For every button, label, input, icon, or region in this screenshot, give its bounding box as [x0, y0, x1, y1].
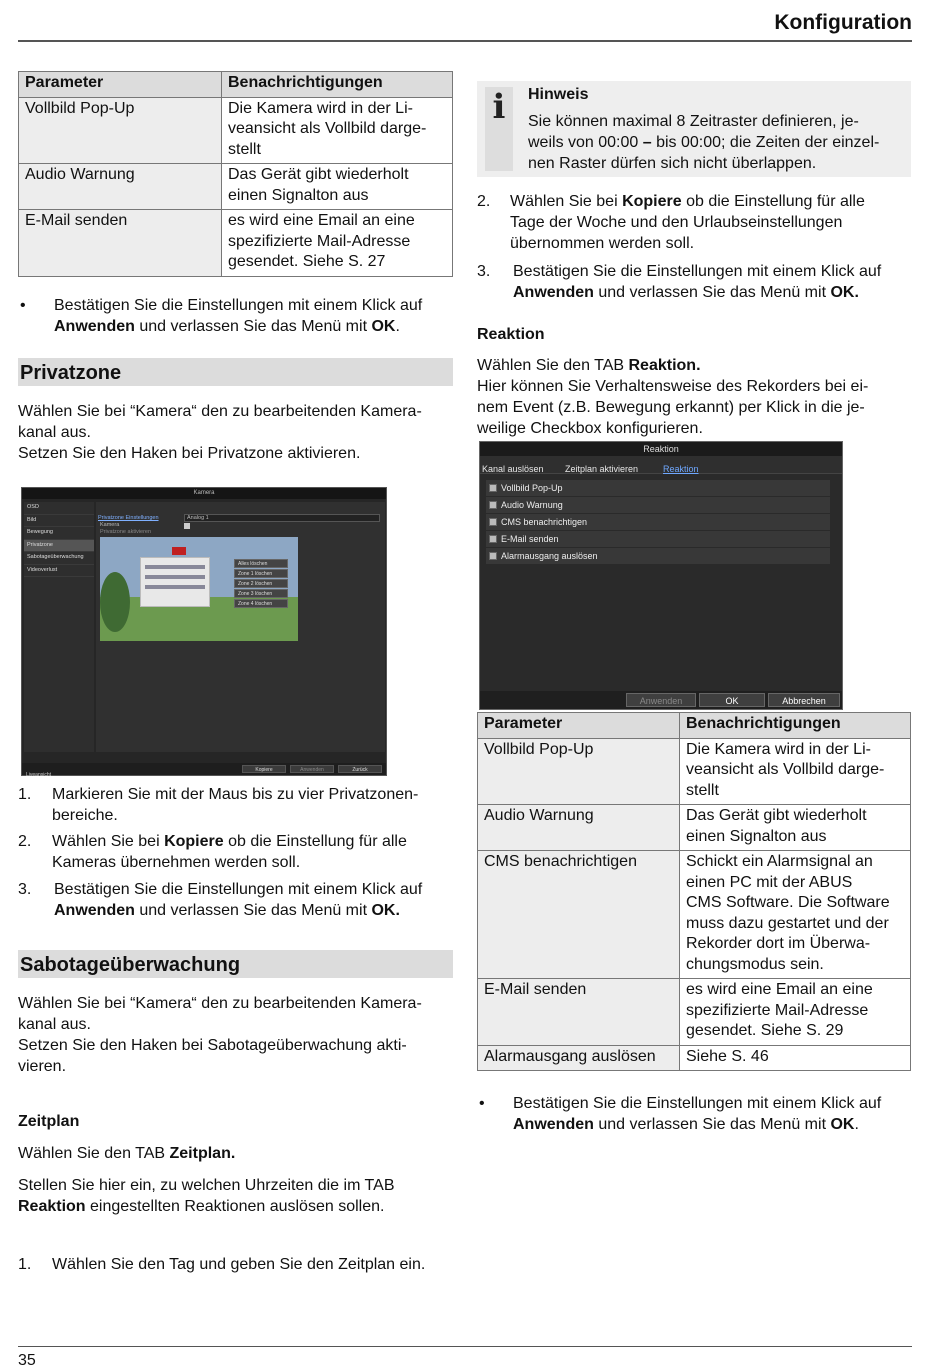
clear-zone-3-button[interactable]: Zone 3 löschen	[234, 589, 288, 598]
text-bold: Zeitplan.	[169, 1145, 236, 1162]
text-run: Stellen Sie hier ein, zu welchen Uhrzeiten die im TAB	[18, 1177, 395, 1194]
text-run: übernommen werden soll.	[510, 235, 695, 252]
enable-privatzone-label: Privatzone aktivieren	[100, 529, 152, 535]
menu-item-bewegung[interactable]: Bewegung	[24, 527, 94, 540]
table-header-cell: Parameter	[19, 72, 222, 98]
right-step-2	[477, 191, 911, 255]
paragraph-line: Wählen Sie bei “Kamera“ den zu bearbeitenden Kamera-	[18, 403, 422, 420]
text-run: .	[395, 318, 400, 335]
step-text	[513, 261, 911, 303]
text-bold: Anwenden	[54, 902, 135, 919]
table-row	[478, 1045, 911, 1071]
note-line	[528, 132, 908, 153]
zone-button-list	[234, 559, 288, 609]
paragraph-line	[477, 355, 911, 376]
table-row	[478, 979, 911, 1046]
table-cell: Audio Warnung	[478, 805, 680, 851]
bullet-apply-1	[18, 295, 453, 339]
reaktion-screenshot	[479, 441, 843, 710]
bullet-text	[513, 1093, 911, 1135]
table-header-row	[19, 72, 453, 98]
checkbox[interactable]	[489, 535, 497, 543]
step-number: 1.	[18, 1256, 32, 1273]
table-header-cell: Parameter	[478, 713, 680, 739]
text-bold: Reaktion.	[628, 357, 701, 374]
step-number: 3.	[18, 881, 32, 898]
clear-zone-2-button[interactable]: Zone 2 löschen	[234, 579, 288, 588]
zeitplan-tab-text	[18, 1143, 453, 1164]
camera-select[interactable]: Analog 1	[184, 514, 380, 522]
paragraph-line: nem Event (z.B. Bewegung erkannt) per Klick in die je-	[477, 399, 865, 416]
privatzone-screenshot	[21, 487, 387, 776]
table-cell: es wird eine Email an eine spezifizierte Mail-Adresse gesendet. Siehe S. 27	[222, 210, 453, 277]
clear-zone-4-button[interactable]: Zone 4 löschen	[234, 599, 288, 608]
table-header-cell: Benachrichtigungen	[222, 72, 453, 98]
text-run: Bestätigen Sie die Einstellungen mit einem Klick auf	[54, 881, 423, 898]
checkbox-label: Vollbild Pop-Up	[501, 483, 563, 493]
subheading-reaktion: Reaktion	[477, 326, 545, 343]
text-bold: Reaktion	[18, 1198, 86, 1215]
paragraph-line: Setzen Sie den Haken bei Privatzone aktivieren.	[18, 445, 361, 462]
reaction-checkbox-list	[486, 480, 830, 565]
step-text	[54, 879, 453, 921]
table-cell: E-Mail senden	[478, 979, 680, 1046]
camera-label: Kamera	[100, 522, 120, 528]
checkbox-label: Audio Warnung	[501, 500, 563, 510]
bullet-marker: •	[479, 1095, 485, 1112]
table-row	[478, 805, 911, 851]
table-row	[478, 738, 911, 805]
text-bold: Kopiere	[622, 193, 682, 210]
step-2	[18, 831, 453, 875]
text-run: ob die Einstellung für alle	[223, 833, 407, 850]
dialog-title: Kamera	[22, 488, 386, 499]
checkbox[interactable]	[489, 518, 497, 526]
step-text	[510, 191, 911, 254]
step-number: 3.	[477, 263, 491, 280]
reaction-item-cms[interactable]	[486, 514, 830, 531]
table-cell: Vollbild Pop-Up	[478, 738, 680, 805]
bullet-marker: •	[20, 297, 26, 314]
tab-reaktion[interactable]: Reaktion	[663, 464, 699, 474]
text-run: eingestellten Reaktionen auslösen sollen.	[85, 1198, 385, 1215]
dialog-bottom-bar	[22, 763, 386, 778]
cancel-button[interactable]: Abbrechen	[768, 693, 840, 707]
apply-button[interactable]: Anwenden	[290, 765, 334, 773]
checkbox[interactable]	[489, 501, 497, 509]
text-run: und verlassen Sie das Menü mit	[593, 1116, 831, 1133]
step-number: 2.	[18, 833, 32, 850]
table-row	[19, 210, 453, 277]
text-run: .	[854, 1116, 859, 1133]
sabotage-text	[18, 993, 453, 1077]
paragraph-line: Hier können Sie Verhaltensweise des Rekorders bei ei-	[477, 378, 869, 395]
paragraph-line: Setzen Sie den Haken bei Sabotageüberwachung akti-	[18, 1037, 407, 1054]
text-bold: Kopiere	[164, 833, 224, 850]
info-icon	[485, 87, 513, 171]
paragraph-line: kanal aus.	[18, 424, 91, 441]
section-heading-privatzone: Privatzone	[18, 358, 453, 386]
subheading-zeitplan: Zeitplan	[18, 1113, 80, 1130]
table-row	[19, 164, 453, 210]
section-heading-sabotage: Sabotageüberwachung	[18, 950, 453, 978]
menu-item-bild[interactable]: Bild	[24, 515, 94, 528]
checkbox-label: E-Mail senden	[501, 534, 559, 544]
table-cell: Das Gerät gibt wiederholt einen Signalton aus	[680, 805, 911, 851]
menu-item-sabotage[interactable]: Sabotageüberwachung	[24, 552, 94, 565]
text-run: ob die Einstellung für alle	[681, 193, 865, 210]
text-run: Wählen Sie bei	[510, 193, 623, 210]
liveview-label[interactable]: Liveansicht	[26, 772, 52, 778]
table-row	[478, 851, 911, 979]
tab-kanal-ausloesen[interactable]: Kanal auslösen	[482, 464, 544, 474]
enable-privatzone-checkbox[interactable]	[184, 523, 190, 529]
text-run: und verlassen Sie das Menü mit	[134, 902, 372, 919]
text-run: Bestätigen Sie die Einstellungen mit einem Klick auf	[54, 297, 423, 314]
preview-window	[145, 585, 205, 589]
text-run: und verlassen Sie das Menü mit	[134, 318, 372, 335]
info-icon-glyph: i	[492, 87, 506, 127]
right-step-3	[477, 261, 911, 305]
paragraph-line: weilige Checkbox konfigurieren.	[477, 420, 703, 437]
notification-table-2	[477, 712, 911, 1071]
text-run: Wählen Sie den TAB	[477, 357, 629, 374]
clear-zone-1-button[interactable]: Zone 1 löschen	[234, 569, 288, 578]
text-bold: –	[642, 134, 652, 151]
menu-item-privatzone[interactable]: Privatzone	[24, 540, 94, 553]
note-title: Hinweis	[528, 86, 589, 103]
apply-button[interactable]: Anwenden	[626, 693, 696, 707]
paragraph-line: Wählen Sie bei “Kamera“ den zu bearbeitenden Kamera-	[18, 995, 422, 1012]
step-1	[18, 784, 453, 828]
paragraph-line: vieren.	[18, 1058, 67, 1075]
table-cell: Vollbild Pop-Up	[19, 97, 222, 164]
page-header-title: Konfiguration	[774, 11, 912, 34]
table-cell: E-Mail senden	[19, 210, 222, 277]
table-cell: Siehe S. 46	[680, 1045, 911, 1071]
text-bold: Anwenden	[513, 1116, 594, 1133]
text-run: Wählen Sie den TAB	[18, 1145, 170, 1162]
checkbox-label: CMS benachrichtigen	[501, 517, 588, 527]
checkbox[interactable]	[489, 484, 497, 492]
notification-table-1	[18, 71, 453, 277]
text-bold: OK	[830, 1116, 855, 1133]
text-bold: Anwenden	[54, 318, 135, 335]
note-line: Sie können maximal 8 Zeitraster definieren, je-	[528, 113, 859, 130]
preview-window	[145, 575, 205, 579]
tab-zeitplan-aktivieren[interactable]: Zeitplan aktivieren	[565, 464, 639, 474]
dialog-tab-bar	[480, 456, 842, 474]
note-line: nen Raster dürfen sich nicht überlappen.	[528, 155, 817, 172]
dialog-title: Reaktion	[480, 442, 842, 456]
text-run: Wählen Sie bei	[52, 833, 165, 850]
reaction-item-audio[interactable]	[486, 497, 830, 514]
preview-window	[145, 565, 205, 569]
zeitplan-step-1	[18, 1254, 458, 1276]
zeitplan-description	[18, 1175, 453, 1217]
step-3	[18, 879, 453, 923]
table-cell: CMS benachrichtigen	[478, 851, 680, 979]
text-bold: OK.	[371, 902, 400, 919]
tab-privatzone-settings[interactable]: Privatzone Einstellungen	[98, 515, 159, 521]
step-number: 2.	[477, 193, 491, 210]
text-run: und verlassen Sie das Menü mit	[593, 284, 831, 301]
hinweis-note-box	[477, 81, 911, 177]
menu-item-osd[interactable]: OSD	[24, 502, 94, 515]
checkbox-label: Alarmausgang auslösen	[501, 551, 598, 561]
bullet-text	[54, 295, 453, 337]
footer-divider	[18, 1346, 912, 1347]
table-cell: Das Gerät gibt wiederholt einen Signalton aus	[222, 164, 453, 210]
text-run: Markieren Sie mit der Maus bis zu vier Privatzonen-	[52, 786, 419, 803]
bullet-apply-2	[477, 1093, 911, 1137]
reaktion-text	[477, 355, 911, 439]
back-button[interactable]: Zurück	[338, 765, 382, 773]
text-run: Tage der Woche und den Urlaubseinstellungen	[510, 214, 843, 231]
table-cell: Die Kamera wird in der Li- veansicht als Vollbild darge- stellt	[680, 738, 911, 805]
dialog-main-panel	[96, 502, 385, 752]
step-text: Wählen Sie den Tag und geben Sie den Zeitplan ein.	[52, 1256, 426, 1273]
clear-all-button[interactable]: Alles löschen	[234, 559, 288, 568]
step-number: 1.	[18, 786, 32, 803]
privatzone-text	[18, 401, 453, 464]
dialog-bottom-bar	[480, 691, 842, 709]
text-run: weils von 00:00	[528, 134, 643, 151]
reaction-item-email[interactable]	[486, 531, 830, 548]
preview-logo-sign	[172, 547, 186, 555]
menu-item-videoverlust[interactable]: Videoverlust	[24, 565, 94, 578]
page-number: 35	[18, 1352, 36, 1369]
ok-button[interactable]: OK	[699, 693, 765, 707]
table-cell: Alarmausgang auslösen	[478, 1045, 680, 1071]
text-run: bis 00:00; die Zeiten der einzel-	[651, 134, 880, 151]
note-content	[528, 84, 908, 174]
text-run: Bestätigen Sie die Einstellungen mit einem Klick auf	[513, 1095, 882, 1112]
table-cell: es wird eine Email an eine spezifizierte Mail-Adresse gesendet. Siehe S. 29	[680, 979, 911, 1046]
text-run: Bestätigen Sie die Einstellungen mit einem Klick auf	[513, 263, 882, 280]
paragraph-line: kanal aus.	[18, 1016, 91, 1033]
step-text	[52, 784, 453, 826]
text-run: Kameras übernehmen werden soll.	[52, 854, 301, 871]
reaction-item-vollbild[interactable]	[486, 480, 830, 497]
step-text	[52, 831, 453, 873]
dialog-sidebar-menu	[24, 502, 94, 752]
text-bold: OK	[371, 318, 396, 335]
table-cell: Die Kamera wird in der Li- veansicht als Vollbild darge- stellt	[222, 97, 453, 164]
table-header-row	[478, 713, 911, 739]
text-bold: OK.	[830, 284, 859, 301]
header-divider	[18, 40, 912, 42]
text-bold: Anwenden	[513, 284, 594, 301]
text-run: bereiche.	[52, 807, 118, 824]
reaction-item-alarmausgang[interactable]	[486, 548, 830, 565]
table-header-cell: Benachrichtigungen	[680, 713, 911, 739]
preview-tree	[100, 572, 130, 632]
copy-button[interactable]: Kopiere	[242, 765, 286, 773]
checkbox[interactable]	[489, 552, 497, 560]
table-row	[19, 97, 453, 164]
table-cell: Schickt ein Alarmsignal an einen PC mit der ABUS CMS Software. Die Software muss dazu gestartet und der Rekorder dort im Überwa- chungsmodus sein.	[680, 851, 911, 979]
table-cell: Audio Warnung	[19, 164, 222, 210]
